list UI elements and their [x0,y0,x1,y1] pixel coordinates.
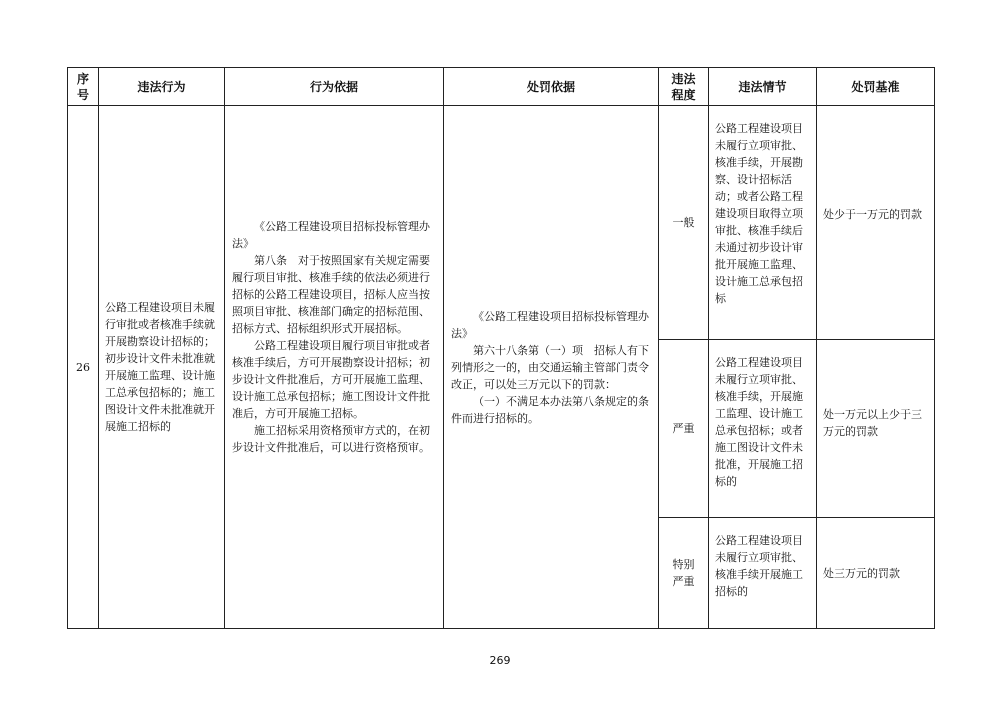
header-degree-text: 违法程度 [671,71,696,102]
behavior-basis [225,106,444,629]
degree-very-serious [659,518,709,629]
basis-article-8: 第八条 对于按照国家有关规定需要履行项目审批、核准手续的依法必须进行招标的公路工程建设项目，招标人应当按照项目审批、核准部门确定的招标范围、招标方式、招标组织形式开展招标。 [232,254,430,335]
penalty-title: 《公路工程建设项目招标投标管理办法》 [451,309,649,340]
standard-very-serious: 处三万元的罚款 [817,518,935,629]
plot-general: 公路工程建设项目未履行立项审批、核准手续，开展勘察、设计招标活动；或者公路工程建设项目取得立项审批、核准手续后未通过初步设计审批开展施工监理、设计施工总承包招标 [709,106,817,340]
basis-title: 《公路工程建设项目招标投标管理办法》 [232,220,430,250]
table-header-row [68,68,935,106]
header-seq [68,68,99,106]
degree-very-serious-text: 特别严重 [672,558,695,588]
degree-general: 一般 [659,106,709,340]
basis-prequalification: 施工招标采用资格预审方式的，在初步设计文件批准后，可以进行资格预审。 [232,424,430,454]
basis-approval-sequence: 公路工程建设项目履行项目审批或者核准手续后，方可开展勘察设计招标；初步设计文件批准后，方可开展施工监理、设计施工总承包招标；施工图设计文件批准后，方可开展施工招标。 [232,339,430,420]
page-number: 269 [489,654,511,667]
plot-serious: 公路工程建设项目未履行立项审批、核准手续，开展施工监理、设计施工总承包招标；或者施工图设计文件未批准，开展施工招标的 [709,340,817,518]
penalty-standard-table [67,67,935,629]
header-standard: 处罚基准 [817,68,935,106]
penalty-item-1: （一）不满足本办法第八条规定的条件而进行招标的。 [451,394,649,425]
header-seq-line-1: 序号 [77,71,90,102]
header-penalty-basis: 处罚依据 [444,68,659,106]
row-seq: 26 [68,106,99,629]
table-row [68,106,935,340]
standard-serious: 处一万元以上少于三万元的罚款 [817,340,935,518]
standard-general: 处少于一万元的罚款 [817,106,935,340]
degree-serious: 严重 [659,340,709,518]
violation-description: 公路工程建设项目未履行审批或者核准手续就开展勘察设计招标的；初步设计文件未批准就开展施工监理、设计施工总承包招标的；施工图设计文件未批准就开展施工招标的 [99,106,225,629]
header-plot: 违法情节 [709,68,817,106]
penalty-article-68: 第六十八条第（一）项 招标人有下列情形之一的，由交通运输主管部门责令改正，可以处三万元以下的罚款： [451,343,649,391]
header-basis: 行为依据 [225,68,444,106]
header-degree [659,68,709,106]
plot-very-serious: 公路工程建设项目未履行立项审批、核准手续开展施工招标的 [709,518,817,629]
header-violation: 违法行为 [99,68,225,106]
penalty-basis [444,106,659,629]
